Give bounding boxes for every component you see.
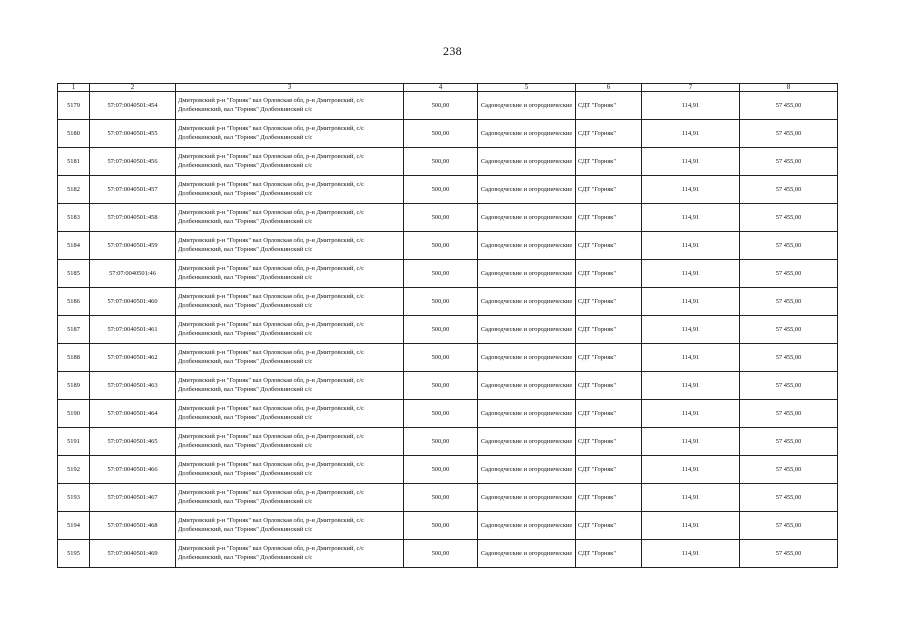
cell-address: Дмитровский р-н "Горняк" вал Орловская обл, р-н Дмитровский, с/с Долбенкинский, вал "Горняк" Долбенкинский с/с (176, 400, 404, 428)
cell-owner: СДТ "Горняк" (576, 484, 642, 512)
cell-area: 500,00 (404, 204, 478, 232)
cell-owner: СДТ "Горняк" (576, 92, 642, 120)
cell-row-number: 5180 (58, 120, 90, 148)
cell-address: Дмитровский р-н "Горняк" вал Орловская обл, р-н Дмитровский, с/с Долбенкинский, вал "Горняк" Долбенкинский с/с (176, 316, 404, 344)
cell-row-number: 5189 (58, 372, 90, 400)
table-row (58, 260, 838, 288)
table-row (58, 428, 838, 456)
cell-cadastral-value: 57 455,00 (740, 260, 838, 288)
cell-owner: СДТ "Горняк" (576, 400, 642, 428)
cell-land-use: Садоводческие и огороднические (478, 484, 576, 512)
cell-cadastral-number: 57:07:0040501:467 (90, 484, 176, 512)
table-row (58, 232, 838, 260)
cell-land-use: Садоводческие и огороднические (478, 400, 576, 428)
cell-rate: 114,91 (642, 540, 740, 568)
cell-cadastral-value: 57 455,00 (740, 288, 838, 316)
column-header-1: 1 (58, 84, 90, 92)
cell-owner: СДТ "Горняк" (576, 512, 642, 540)
cell-cadastral-number: 57:07:0040501:457 (90, 176, 176, 204)
cell-area: 500,00 (404, 456, 478, 484)
land-registry-table (57, 83, 838, 568)
cell-cadastral-number: 57:07:0040501:465 (90, 428, 176, 456)
column-header-6: 6 (576, 84, 642, 92)
cell-address: Дмитровский р-н "Горняк" вал Орловская обл, р-н Дмитровский, с/с Долбенкинский, вал "Горняк" Долбенкинский с/с (176, 456, 404, 484)
cell-rate: 114,91 (642, 148, 740, 176)
cell-owner: СДТ "Горняк" (576, 428, 642, 456)
cell-cadastral-number: 57:07:0040501:466 (90, 456, 176, 484)
cell-area: 500,00 (404, 428, 478, 456)
cell-rate: 114,91 (642, 260, 740, 288)
cell-cadastral-value: 57 455,00 (740, 204, 838, 232)
cell-owner: СДТ "Горняк" (576, 288, 642, 316)
header-row (58, 84, 838, 92)
column-header-7: 7 (642, 84, 740, 92)
cell-rate: 114,91 (642, 428, 740, 456)
cell-cadastral-value: 57 455,00 (740, 316, 838, 344)
table-row (58, 176, 838, 204)
cell-land-use: Садоводческие и огороднические (478, 176, 576, 204)
table-header (58, 84, 838, 92)
cell-land-use: Садоводческие и огороднические (478, 288, 576, 316)
cell-address: Дмитровский р-н "Горняк" вал Орловская обл, р-н Дмитровский, с/с Долбенкинский, вал "Горняк" Долбенкинский с/с (176, 512, 404, 540)
cell-land-use: Садоводческие и огороднические (478, 120, 576, 148)
cell-area: 500,00 (404, 484, 478, 512)
cell-cadastral-number: 57:07:0040501:460 (90, 288, 176, 316)
cell-cadastral-number: 57:07:0040501:464 (90, 400, 176, 428)
cell-address: Дмитровский р-н "Горняк" вал Орловская обл, р-н Дмитровский, с/с Долбенкинский, вал "Горняк" Долбенкинский с/с (176, 92, 404, 120)
table-row (58, 344, 838, 372)
cell-address: Дмитровский р-н "Горняк" вал Орловская обл, р-н Дмитровский, с/с Долбенкинский, вал "Горняк" Долбенкинский с/с (176, 148, 404, 176)
cell-row-number: 5191 (58, 428, 90, 456)
cell-row-number: 5182 (58, 176, 90, 204)
cell-rate: 114,91 (642, 512, 740, 540)
cell-rate: 114,91 (642, 344, 740, 372)
cell-row-number: 5190 (58, 400, 90, 428)
cell-row-number: 5184 (58, 232, 90, 260)
cell-cadastral-number: 57:07:0040501:46 (90, 260, 176, 288)
cell-rate: 114,91 (642, 176, 740, 204)
cell-cadastral-value: 57 455,00 (740, 120, 838, 148)
cell-area: 500,00 (404, 176, 478, 204)
page-number: 238 (443, 44, 462, 58)
cell-cadastral-value: 57 455,00 (740, 540, 838, 568)
cell-cadastral-value: 57 455,00 (740, 148, 838, 176)
cell-row-number: 5183 (58, 204, 90, 232)
table-row (58, 372, 838, 400)
cell-land-use: Садоводческие и огороднические (478, 92, 576, 120)
column-header-8: 8 (740, 84, 838, 92)
table-row (58, 316, 838, 344)
cell-cadastral-number: 57:07:0040501:454 (90, 92, 176, 120)
cell-area: 500,00 (404, 260, 478, 288)
table-row (58, 120, 838, 148)
cell-owner: СДТ "Горняк" (576, 176, 642, 204)
table-row (58, 400, 838, 428)
cell-address: Дмитровский р-н "Горняк" вал Орловская обл, р-н Дмитровский, с/с Долбенкинский, вал "Горняк" Долбенкинский с/с (176, 372, 404, 400)
cell-address: Дмитровский р-н "Горняк" вал Орловская обл, р-н Дмитровский, с/с Долбенкинский, вал "Горняк" Долбенкинский с/с (176, 260, 404, 288)
cell-owner: СДТ "Горняк" (576, 540, 642, 568)
cell-address: Дмитровский р-н "Горняк" вал Орловская обл, р-н Дмитровский, с/с Долбенкинский, вал "Горняк" Долбенкинский с/с (176, 204, 404, 232)
cell-land-use: Садоводческие и огороднические (478, 204, 576, 232)
cell-area: 500,00 (404, 232, 478, 260)
cell-cadastral-number: 57:07:0040501:461 (90, 316, 176, 344)
cell-cadastral-value: 57 455,00 (740, 428, 838, 456)
cell-land-use: Садоводческие и огороднические (478, 512, 576, 540)
cell-area: 500,00 (404, 540, 478, 568)
cell-rate: 114,91 (642, 484, 740, 512)
cell-area: 500,00 (404, 120, 478, 148)
cell-rate: 114,91 (642, 288, 740, 316)
cell-row-number: 5186 (58, 288, 90, 316)
table-row (58, 456, 838, 484)
cell-cadastral-value: 57 455,00 (740, 176, 838, 204)
cell-row-number: 5187 (58, 316, 90, 344)
column-header-3: 3 (176, 84, 404, 92)
cell-address: Дмитровский р-н "Горняк" вал Орловская обл, р-н Дмитровский, с/с Долбенкинский, вал "Горняк" Долбенкинский с/с (176, 428, 404, 456)
cell-owner: СДТ "Горняк" (576, 344, 642, 372)
cell-cadastral-value: 57 455,00 (740, 372, 838, 400)
cell-owner: СДТ "Горняк" (576, 260, 642, 288)
cell-area: 500,00 (404, 344, 478, 372)
cell-cadastral-number: 57:07:0040501:456 (90, 148, 176, 176)
cell-land-use: Садоводческие и огороднические (478, 344, 576, 372)
cell-row-number: 5185 (58, 260, 90, 288)
cell-row-number: 5193 (58, 484, 90, 512)
scan-artifact-dots (0, 16, 905, 20)
cell-rate: 114,91 (642, 92, 740, 120)
cell-cadastral-number: 57:07:0040501:469 (90, 540, 176, 568)
cell-row-number: 5194 (58, 512, 90, 540)
cell-owner: СДТ "Горняк" (576, 204, 642, 232)
cell-row-number: 5188 (58, 344, 90, 372)
cell-cadastral-value: 57 455,00 (740, 484, 838, 512)
cell-land-use: Садоводческие и огороднические (478, 232, 576, 260)
cell-owner: СДТ "Горняк" (576, 372, 642, 400)
cell-rate: 114,91 (642, 400, 740, 428)
cell-area: 500,00 (404, 512, 478, 540)
cell-rate: 114,91 (642, 316, 740, 344)
table-row (58, 288, 838, 316)
cell-cadastral-number: 57:07:0040501:455 (90, 120, 176, 148)
cell-rate: 114,91 (642, 204, 740, 232)
cell-land-use: Садоводческие и огороднические (478, 428, 576, 456)
cell-cadastral-number: 57:07:0040501:458 (90, 204, 176, 232)
cell-address: Дмитровский р-н "Горняк" вал Орловская обл, р-н Дмитровский, с/с Долбенкинский, вал "Горняк" Долбенкинский с/с (176, 120, 404, 148)
table-row (58, 484, 838, 512)
cell-land-use: Садоводческие и огороднические (478, 260, 576, 288)
cell-owner: СДТ "Горняк" (576, 456, 642, 484)
cell-address: Дмитровский р-н "Горняк" вал Орловская обл, р-н Дмитровский, с/с Долбенкинский, вал "Горняк" Долбенкинский с/с (176, 176, 404, 204)
cell-land-use: Садоводческие и огороднические (478, 372, 576, 400)
cell-land-use: Садоводческие и огороднические (478, 456, 576, 484)
cell-row-number: 5192 (58, 456, 90, 484)
cell-address: Дмитровский р-н "Горняк" вал Орловская обл, р-н Дмитровский, с/с Долбенкинский, вал "Горняк" Долбенкинский с/с (176, 484, 404, 512)
cell-address: Дмитровский р-н "Горняк" вал Орловская обл, р-н Дмитровский, с/с Долбенкинский, вал "Горняк" Долбенкинский с/с (176, 540, 404, 568)
cell-cadastral-value: 57 455,00 (740, 232, 838, 260)
cell-row-number: 5181 (58, 148, 90, 176)
cell-cadastral-value: 57 455,00 (740, 456, 838, 484)
table-row (58, 512, 838, 540)
cell-cadastral-value: 57 455,00 (740, 92, 838, 120)
cell-owner: СДТ "Горняк" (576, 120, 642, 148)
cell-row-number: 5179 (58, 92, 90, 120)
cell-land-use: Садоводческие и огороднические (478, 540, 576, 568)
cell-address: Дмитровский р-н "Горняк" вал Орловская обл, р-н Дмитровский, с/с Долбенкинский, вал "Горняк" Долбенкинский с/с (176, 344, 404, 372)
cell-area: 500,00 (404, 316, 478, 344)
cell-cadastral-value: 57 455,00 (740, 400, 838, 428)
cell-row-number: 5195 (58, 540, 90, 568)
cell-rate: 114,91 (642, 120, 740, 148)
table-body (58, 92, 838, 568)
column-header-2: 2 (90, 84, 176, 92)
cell-rate: 114,91 (642, 232, 740, 260)
cell-rate: 114,91 (642, 456, 740, 484)
cell-area: 500,00 (404, 92, 478, 120)
table-row (58, 204, 838, 232)
table-row (58, 540, 838, 568)
cell-owner: СДТ "Горняк" (576, 148, 642, 176)
cell-area: 500,00 (404, 148, 478, 176)
cell-area: 500,00 (404, 288, 478, 316)
cell-address: Дмитровский р-н "Горняк" вал Орловская обл, р-н Дмитровский, с/с Долбенкинский, вал "Горняк" Долбенкинский с/с (176, 232, 404, 260)
table-row (58, 148, 838, 176)
cell-owner: СДТ "Горняк" (576, 232, 642, 260)
cell-cadastral-value: 57 455,00 (740, 512, 838, 540)
cell-land-use: Садоводческие и огороднические (478, 148, 576, 176)
cell-cadastral-number: 57:07:0040501:459 (90, 232, 176, 260)
column-header-4: 4 (404, 84, 478, 92)
cell-area: 500,00 (404, 400, 478, 428)
cell-owner: СДТ "Горняк" (576, 316, 642, 344)
cell-cadastral-number: 57:07:0040501:463 (90, 372, 176, 400)
cell-cadastral-number: 57:07:0040501:462 (90, 344, 176, 372)
column-header-5: 5 (478, 84, 576, 92)
table-row (58, 92, 838, 120)
cell-area: 500,00 (404, 372, 478, 400)
cell-cadastral-value: 57 455,00 (740, 344, 838, 372)
cell-land-use: Садоводческие и огороднические (478, 316, 576, 344)
cell-cadastral-number: 57:07:0040501:468 (90, 512, 176, 540)
cell-address: Дмитровский р-н "Горняк" вал Орловская обл, р-н Дмитровский, с/с Долбенкинский, вал "Горняк" Долбенкинский с/с (176, 288, 404, 316)
cell-rate: 114,91 (642, 372, 740, 400)
